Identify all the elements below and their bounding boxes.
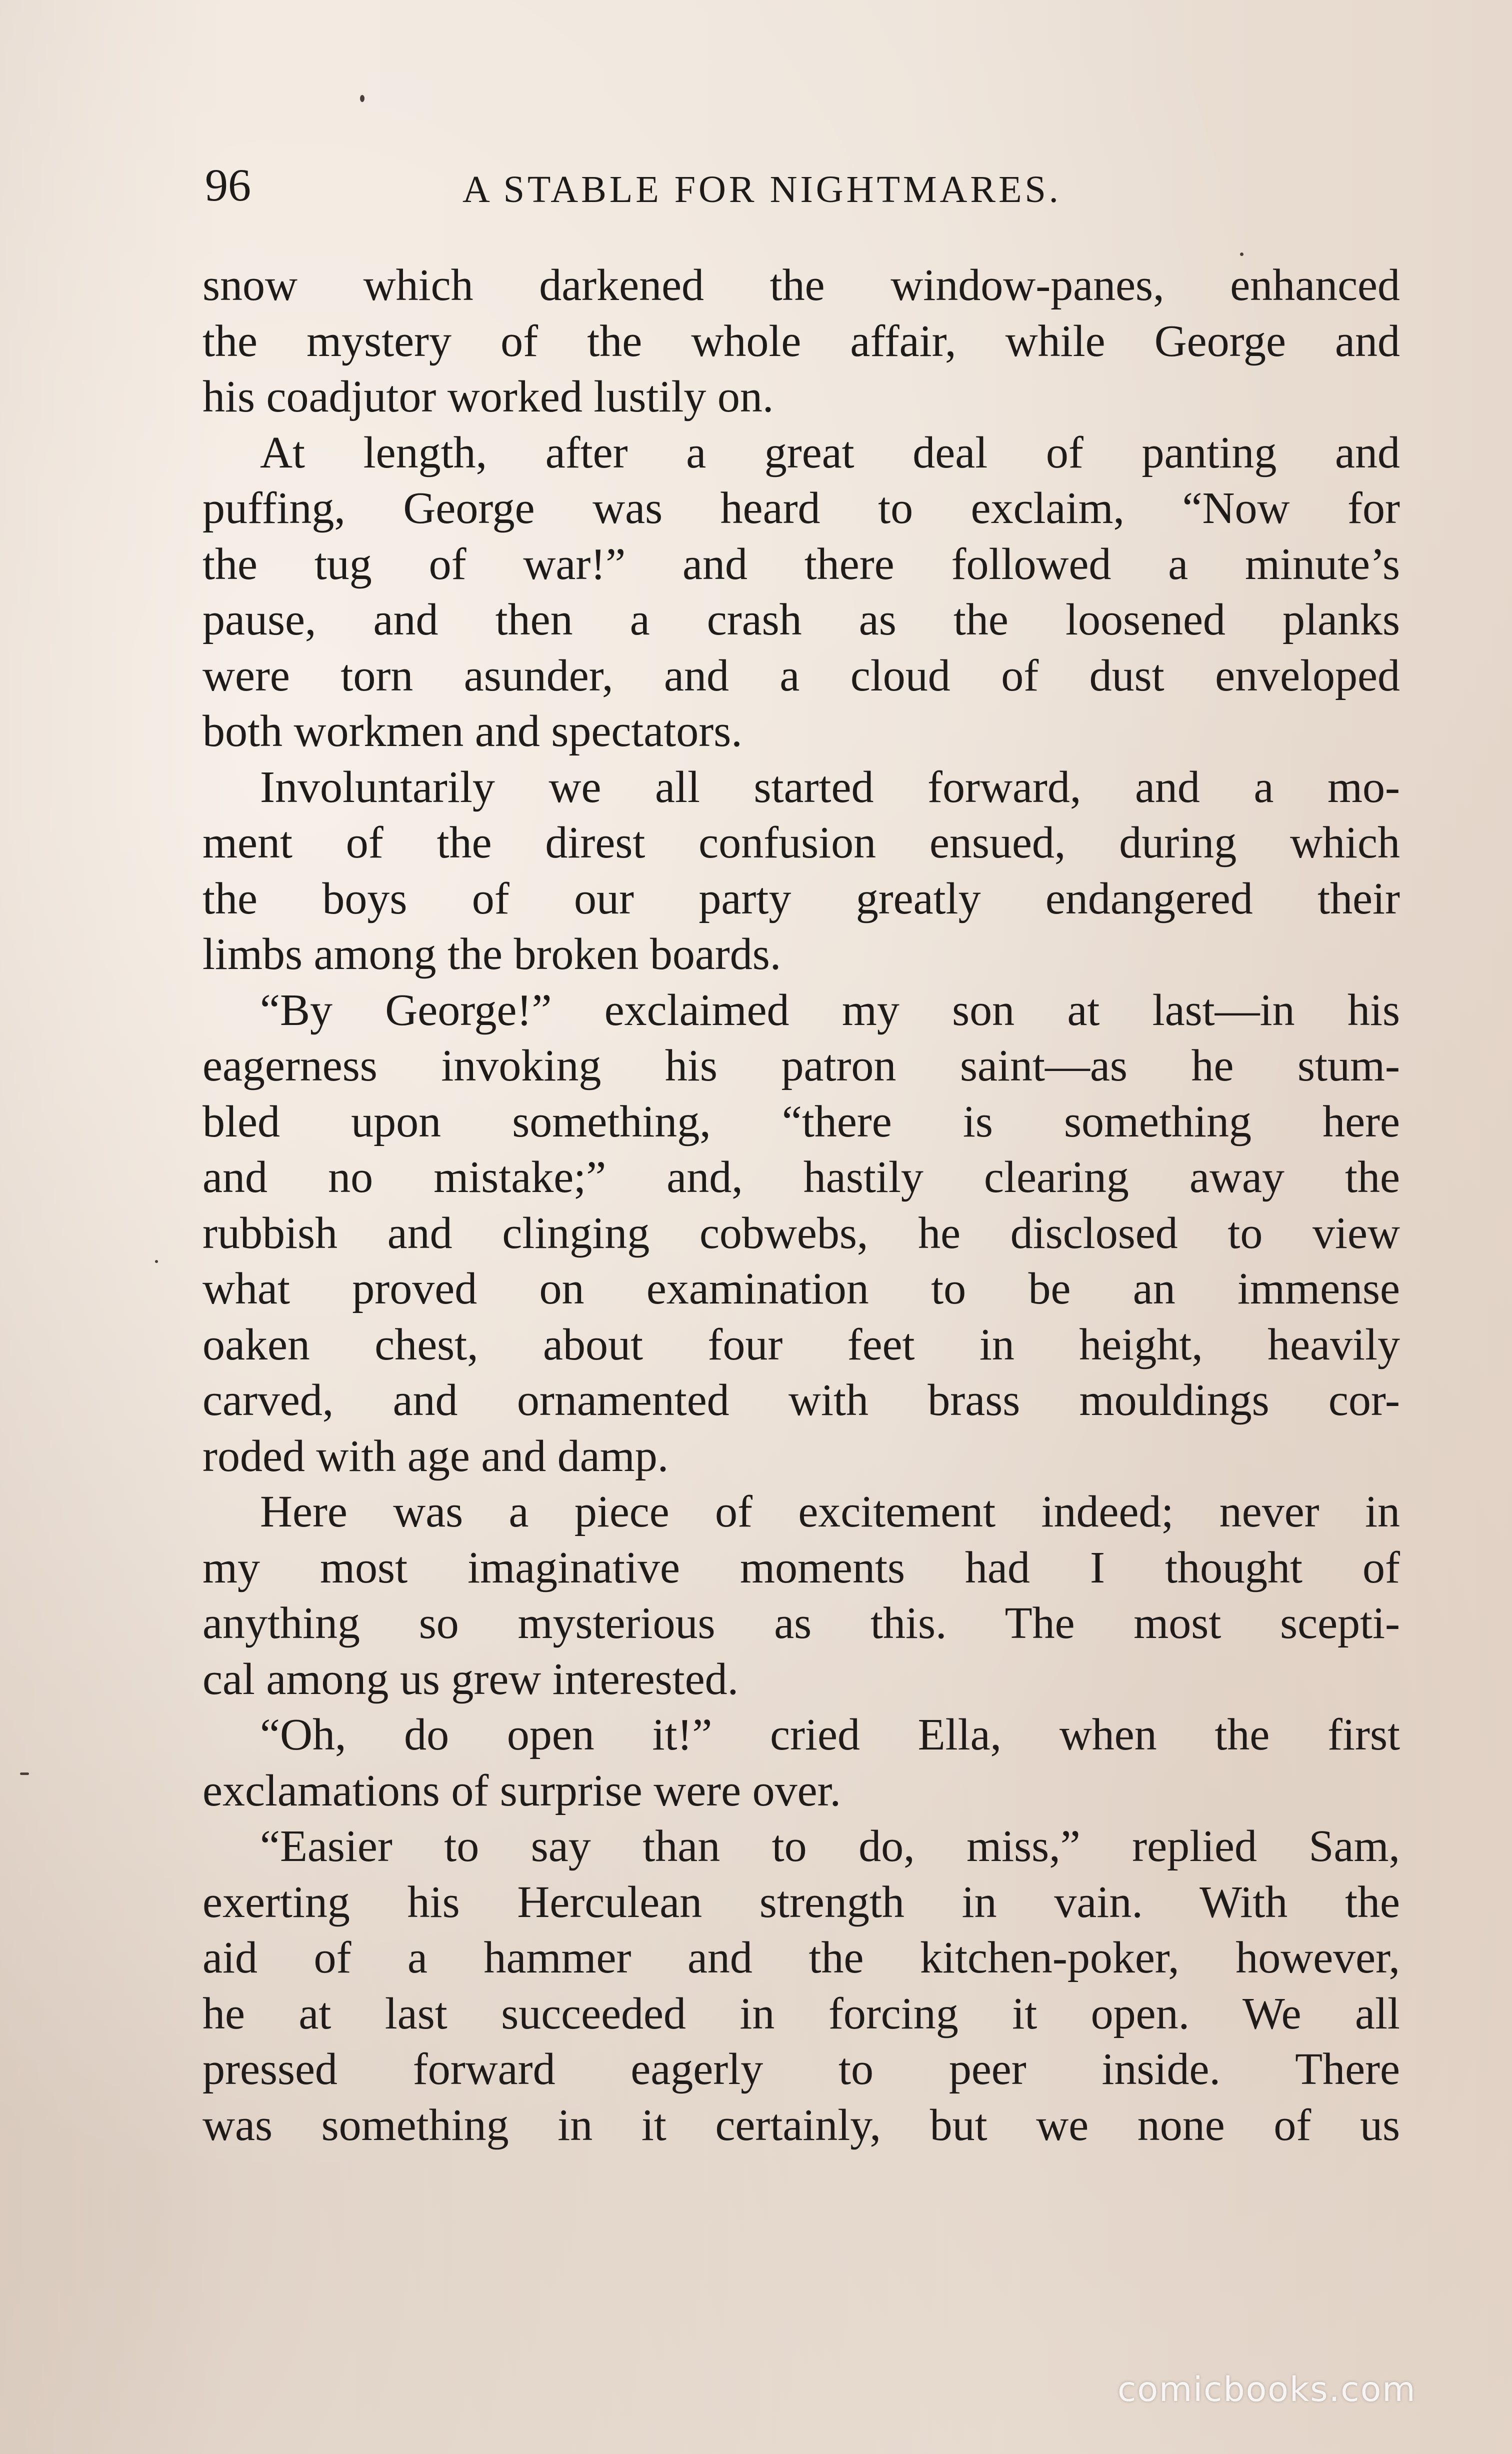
text-line: and no mistake;” and, hastily clearing away the [202, 1152, 1400, 1202]
text-line: he at last succeeded in forcing it open. We all [202, 1988, 1400, 2038]
text-line: what proved on examination to be an immense [202, 1264, 1400, 1314]
text-line: the boys of our party greatly endangered their [202, 874, 1400, 924]
running-head: A STABLE FOR NIGHTMARES. [462, 168, 1062, 210]
text-line: oaken chest, about four feet in height, heavily [202, 1320, 1400, 1370]
text-line: my most imaginative moments had I thought of [202, 1542, 1400, 1592]
text-line: “Oh, do open it!” cried Ella, when the first [260, 1710, 1400, 1760]
text-line: exerting his Herculean strength in vain. With the [202, 1877, 1400, 1927]
text-line: eagerness invoking his patron saint—as he stum- [202, 1041, 1400, 1090]
text-line: carved, and ornamented with brass mouldings cor- [202, 1376, 1400, 1425]
text-line: cal among us grew interested. [202, 1654, 739, 1704]
text-line: anything so mysterious as this. The most scepti- [202, 1598, 1400, 1648]
page-number: 96 [205, 160, 251, 210]
text-line: aid of a hammer and the kitchen-poker, however, [202, 1933, 1400, 1982]
text-line: Involuntarily we all started forward, and a mo- [260, 762, 1400, 812]
text-line: “By George!” exclaimed my son at last—in his [260, 985, 1400, 1035]
print-speck [360, 95, 364, 102]
body-text [202, 258, 1400, 2153]
text-line: rubbish and clinging cobwebs, he disclosed to view [202, 1208, 1400, 1258]
text-line: limbs among the broken boards. [202, 930, 782, 979]
text-line: ment of the direst confusion ensued, during which [202, 818, 1400, 868]
text-line: the mystery of the whole affair, while George and [202, 316, 1400, 366]
watermark: comicbooks.com [1118, 2370, 1416, 2410]
text-line: pressed forward eagerly to peer inside. There [202, 2044, 1400, 2094]
text-line: was something in it certainly, but we none of us [202, 2100, 1400, 2150]
text-line: the tug of war!” and there followed a minute’s [202, 539, 1400, 589]
text-line: were torn asunder, and a cloud of dust enveloped [202, 650, 1400, 700]
text-line: both workmen and spectators. [202, 706, 742, 756]
print-speck [20, 1772, 29, 1775]
text-line: At length, after a great deal of panting and [260, 428, 1400, 478]
text-line: Here was a piece of excitement indeed; never in [260, 1487, 1400, 1536]
text-line: bled upon something, “there is something here [202, 1096, 1400, 1146]
text-line: snow which darkened the window-panes, enhanced [202, 260, 1400, 310]
text-line: exclamations of surprise were over. [202, 1766, 842, 1816]
text-line: puffing, George was heard to exclaim, “Now for [202, 484, 1400, 533]
page-header [205, 150, 1215, 225]
print-speck [155, 1260, 158, 1263]
text-line: pause, and then a crash as the loosened planks [202, 595, 1400, 644]
text-line: roded with age and damp. [202, 1431, 669, 1481]
text-line: “Easier to say than to do, miss,” replied Sam, [260, 1822, 1400, 1871]
print-speck [1240, 252, 1244, 256]
text-line: his coadjutor worked lustily on. [202, 372, 774, 422]
